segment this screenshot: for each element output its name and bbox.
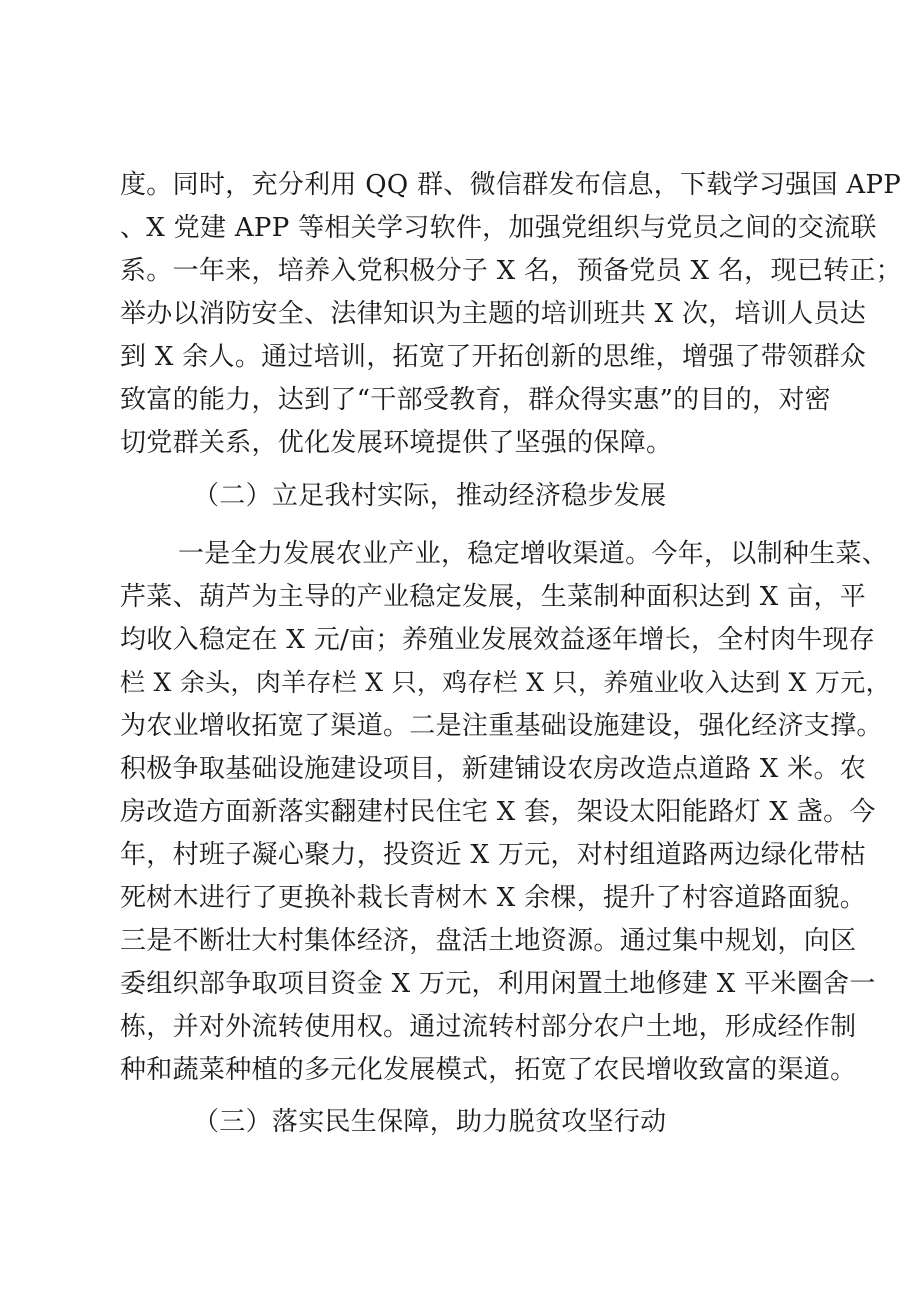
paragraph-line: 死树木进行了更换补栽长青树木 X 余棵，提升了村容道路面貌。 <box>120 883 867 913</box>
paragraph-line: 举办以消防安全、法律知识为主题的培训班共 X 次，培训人员达 <box>120 299 867 329</box>
paragraph-line: 积极争取基础设施建设项目，新建铺设农房改造点道路 X 米。农 <box>120 754 867 784</box>
paragraph-line: 系。一年来，培养入党积极分子 X 名，预备党员 X 名，现已转正； <box>120 256 902 286</box>
section-heading: （二）立足我村实际，推动经济稳步发展 <box>193 481 667 511</box>
paragraph-line: 一是全力发展农业产业，稳定增收渠道。今年，以制种生菜、 <box>178 539 889 569</box>
paragraph-line: 种和蔬菜种植的多元化发展模式，拓宽了农民增收致富的渠道。 <box>120 1055 857 1085</box>
paragraph-line: 栏 X 余头，肉羊存栏 X 只，鸡存栏 X 只，养殖业收入达到 X 万元， <box>120 668 891 697</box>
paragraph-line: 三是不断壮大村集体经济，盘活土地资源。通过集中规划，向区 <box>120 926 857 956</box>
paragraph-line: 度。同时，充分利用 QQ 群、微信群发布信息，下载学习强国 APP <box>120 170 902 200</box>
paragraph-line: 为农业增收拓宽了渠道。二是注重基础设施建设，强化经济支撑。 <box>120 711 883 741</box>
paragraph-line: 年，村班子凝心聚力，投资近 X 万元，对村组道路两边绿化带枯 <box>120 840 867 870</box>
paragraph-line: 栋，并对外流转使用权。通过流转村部分农户土地，形成经作制 <box>120 1012 857 1042</box>
paragraph-line: 委组织部争取项目资金 X 万元，利用闲置土地修建 X 平米圈舍一 <box>120 969 876 999</box>
paragraph-line: 均收入稳定在 X 元/亩；养殖业发展效益逐年增长，全村肉牛现存 <box>120 625 876 655</box>
paragraph-line: 致富的能力，达到了“干部受教育，群众得实惠”的目的，对密 <box>120 385 831 415</box>
paragraph-line: 房改造方面新落实翻建村民住宅 X 套，架设太阳能路灯 X 盏。今 <box>120 797 876 827</box>
paragraph-line: 切党群关系，优化发展环境提供了坚强的保障。 <box>120 428 673 458</box>
paragraph-line: 到 X 余人。通过培训，拓宽了开拓创新的思维，增强了带领群众 <box>120 342 867 372</box>
paragraph-line: 、X 党建 APP 等相关学习软件，加强党组织与党员之间的交流联 <box>120 213 877 243</box>
paragraph-line: 芹菜、葫芦为主导的产业稳定发展，生菜制种面积达到 X 亩，平 <box>120 582 867 612</box>
section-heading: （三）落实民生保障，助力脱贫攻坚行动 <box>193 1107 667 1137</box>
